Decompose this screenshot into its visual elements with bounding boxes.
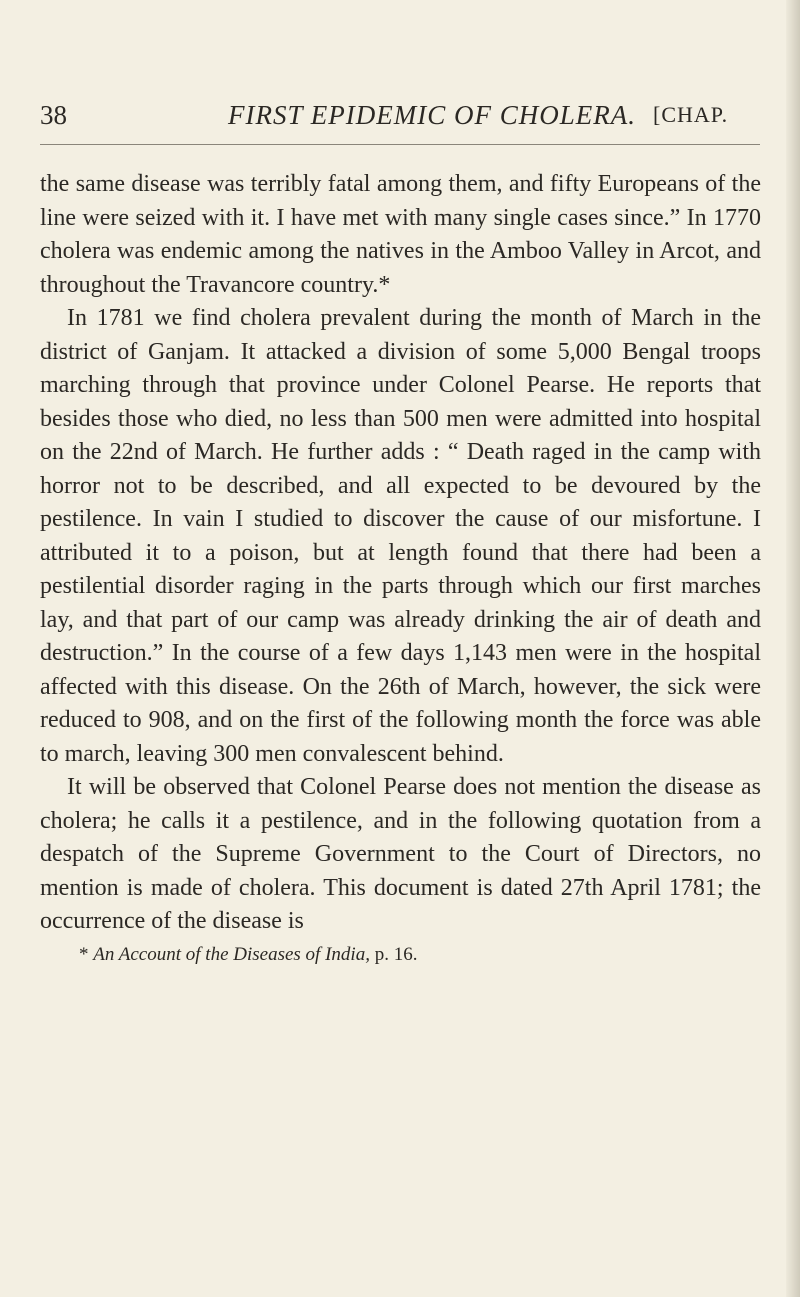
chapter-mark: [CHAP.: [653, 102, 729, 127]
page-header: [40, 100, 760, 136]
paragraph-3: It will be observed that Colonel Pearse does not mention the disease as cholera; he calls it a pestilence, and in the following quotation from a despatch of the Supreme Government to the Court of Directors, no mention is made of cholera. This document is dated 27th April 1781; the occurrence of the disease is: [40, 774, 761, 934]
footnote-marker: *: [79, 944, 89, 965]
body-text: [40, 168, 761, 939]
page-edge-shadow: [786, 0, 800, 1297]
header-rule: [40, 144, 760, 145]
paragraph-2: In 1781 we find cholera prevalent during the month of March in the district of Ganjam. It attacked a division of some 5,000 Bengal troops marching through that province under Colonel Pearse. He reports that besides those who died, no less than 500 men were admitted into hospital on the 22nd of March. He further adds : “ Death raged in the camp with horror not to be described, and all expected to be devoured by the pestilence. In vain I studied to discover the cause of our misfortune. I attributed it to a poison, but at length found that there had been a pestilential disorder raging in the parts through which our first marches lay, and that part of our camp was already drinking the air of death and destruction.” In the course of a few days 1,143 men were in the hospital affected with this disease. On the 26th of March, however, the sick were reduced to 908, and on the first of the following month the force was able to march, leaving 300 men convalescent behind.: [40, 305, 761, 767]
running-title: FIRST EPIDEMIC OF CHOLERA.: [228, 100, 636, 130]
footnote-page: p. 16.: [374, 944, 418, 965]
paragraph-1: the same disease was terribly fatal among them, and fifty Europeans of the line were seized with it. I have met with many single cases since.” In 1770 cholera was endemic among the natives in the Amboo Valley in Arcot, and throughout the Travancore country.*: [40, 171, 761, 298]
footnote-title: An Account of the Diseases of India,: [93, 944, 370, 965]
footnote: [79, 943, 719, 967]
page-number: 38: [40, 100, 67, 130]
